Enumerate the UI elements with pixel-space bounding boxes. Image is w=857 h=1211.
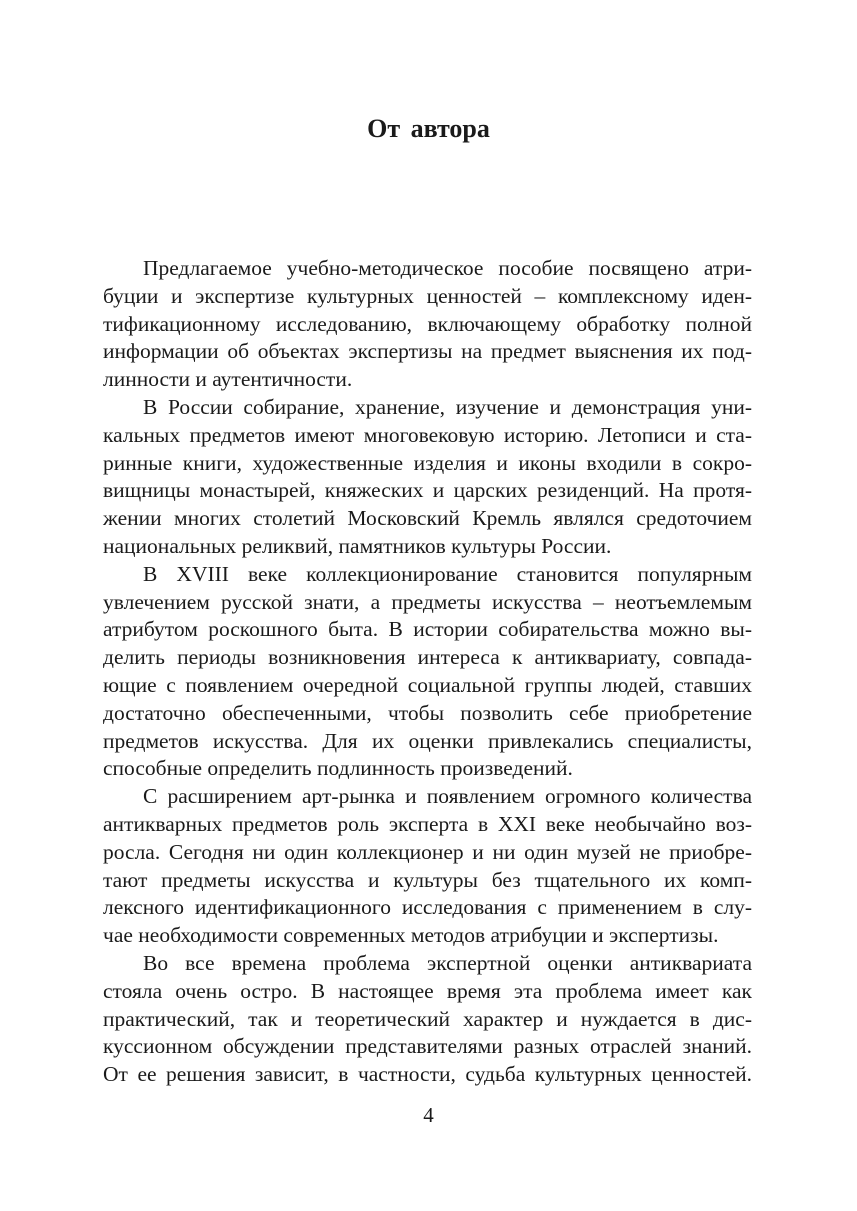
paragraph <box>103 394 752 561</box>
page-title: От автора <box>367 114 490 143</box>
text-line: кальных предметов имеют многовековую историю. Летописи и ста- <box>103 422 752 447</box>
text-line: вищницы монастырей, княжеских и царских резиденций. На протя- <box>103 478 752 503</box>
text-line: тификационному исследованию, включающему обработку полной <box>103 311 752 336</box>
paragraph <box>103 950 752 1089</box>
text-line: делить периоды возникновения интереса к антиквариату, совпада- <box>103 645 752 670</box>
page-number: 4 <box>423 1103 434 1127</box>
text-line: Во все времена проблема экспертной оценки антиквариата <box>143 950 752 975</box>
text-line: жении многих столетий Московский Кремль являлся средоточием <box>103 506 752 531</box>
text-line: В XVIII веке коллекционирование становится популярным <box>143 561 752 586</box>
text-line: способные определить подлинность произведений. <box>103 756 573 781</box>
paragraph <box>103 561 752 783</box>
text-line: национальных реликвий, памятников культуры России. <box>103 533 612 558</box>
text-line: буции и экспертизе культурных ценностей – комплексному иден- <box>103 283 752 308</box>
text-line: От ее решения зависит, в частности, судьба культурных ценностей. <box>103 1062 752 1087</box>
text-line: тают предметы искусства и культуры без тщательного их комп- <box>103 867 752 892</box>
paragraph <box>103 783 752 950</box>
text-line: росла. Сегодня ни один коллекционер и ни один музей не приобре- <box>103 839 752 864</box>
text-line: лексного идентификационного исследования с применением в слу- <box>103 895 752 920</box>
text-line: В России собирание, хранение, изучение и демонстрация уни- <box>143 394 752 419</box>
text-line: практический, так и теоретический характер и нуждается в дис- <box>103 1006 752 1031</box>
text-line: информации об объектах экспертизы на предмет выяснения их под- <box>103 339 752 364</box>
text-line: атрибутом роскошного быта. В истории собирательства можно вы- <box>103 617 752 642</box>
text-line: ринные книги, художественные изделия и иконы входили в сокро- <box>103 450 752 475</box>
text-line: увлечением русской знати, а предметы искусства – неотъемлемым <box>103 589 752 614</box>
text-line: стояла очень остро. В настоящее время эта проблема имеет как <box>103 978 752 1003</box>
body-text <box>103 255 752 1089</box>
text-line: куссионном обсуждении представителями разных отраслей знаний. <box>103 1034 752 1059</box>
text-line: линности и аутентичности. <box>103 367 353 392</box>
text-line: антикварных предметов роль эксперта в XXI веке необычайно воз- <box>103 811 752 836</box>
text-line: ющие с появлением очередной социальной группы людей, ставших <box>103 672 752 697</box>
paragraph <box>103 255 752 394</box>
text-line: достаточно обеспеченными, чтобы позволить себе приобретение <box>103 700 752 725</box>
text-line: чае необходимости современных методов атрибуции и экспертизы. <box>103 923 719 948</box>
text-line: С расширением арт-рынка и появлением огромного количества <box>143 784 752 809</box>
text-line: Предлагаемое учебно-методическое пособие посвящено атри- <box>143 256 752 280</box>
text-line: предметов искусства. Для их оценки привлекались специалисты, <box>103 728 752 753</box>
